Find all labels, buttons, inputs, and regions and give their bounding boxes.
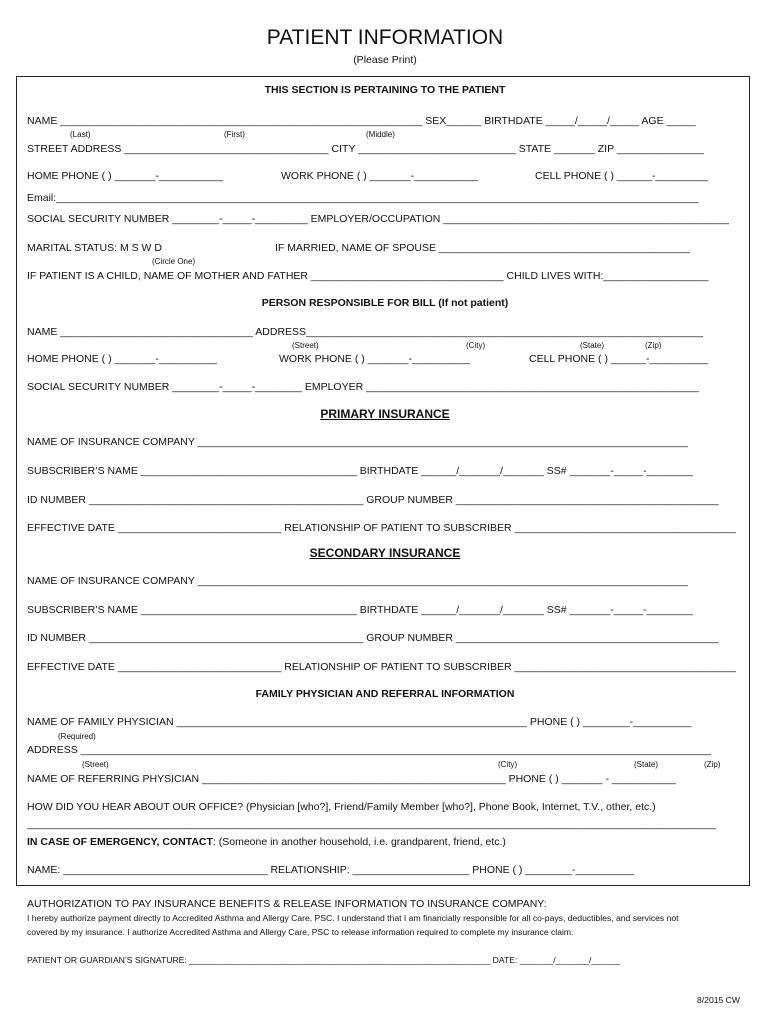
patient-home-phone-field[interactable]: HOME PHONE ( ) _______-___________	[27, 170, 224, 182]
hint-first: (First)	[224, 130, 245, 139]
secondary-subscriber-field[interactable]: SUBSCRIBER’S NAME _____________________________________ BIRTHDATE ______/_______/_______ SS# _______-_____-________	[27, 604, 694, 616]
primary-company-field[interactable]: NAME OF INSURANCE COMPANY ____________________________________________________________________________________	[27, 436, 689, 448]
referring-physician-field[interactable]: NAME OF REFERRING PHYSICIAN ____________________________________________________ PHONE ( ) _______ - ___________	[27, 773, 677, 785]
patient-street-field[interactable]: STREET ADDRESS ___________________________________ CITY ___________________________ STATE _______ ZIP _______________	[27, 143, 705, 155]
responsible-cell-phone-field[interactable]: CELL PHONE ( ) ______-__________	[529, 353, 708, 365]
hear-about-field[interactable]: ______________________________________________________________________________________________________________________	[27, 818, 717, 830]
responsible-home-phone-field[interactable]: HOME PHONE ( ) _______-__________	[27, 353, 218, 365]
primary-insurance-heading: PRIMARY INSURANCE	[320, 407, 450, 421]
responsible-section-heading: PERSON RESPONSIBLE FOR BILL (If not patient)	[261, 297, 509, 309]
emergency-rest: : (Someone in another household, i.e. grandparent, friend, etc.)	[212, 836, 506, 848]
primary-effective-field[interactable]: EFFECTIVE DATE ____________________________ RELATIONSHIP OF PATIENT TO SUBSCRIBER ______________________________________	[27, 522, 737, 534]
secondary-id-group-field[interactable]: ID NUMBER _______________________________________________ GROUP NUMBER _____________________________________________	[27, 632, 719, 644]
hint-street: (Street)	[292, 341, 319, 350]
hint-last: (Last)	[70, 130, 91, 139]
hint-city: (City)	[498, 760, 518, 769]
hint-zip: (Zip)	[645, 341, 662, 350]
secondary-company-field[interactable]: NAME OF INSURANCE COMPANY ____________________________________________________________________________________	[27, 575, 689, 587]
patient-email-field[interactable]: Email:______________________________________________________________________________________________________________	[27, 192, 699, 204]
responsible-ssn-employer-field[interactable]: SOCIAL SECURITY NUMBER ________-_____-________ EMPLOYER _________________________________________________________	[27, 381, 699, 393]
primary-subscriber-field[interactable]: SUBSCRIBER’S NAME _____________________________________ BIRTHDATE ______/_______/_______ SS# _______-_____-________	[27, 465, 694, 477]
authorization-text-1: I hereby authorize payment directly to Accredited Asthma and Allergy Care, PSC. I understand that I am financially responsible for all co-pays, deductibles, and services not	[27, 913, 679, 923]
hint-state: (State)	[634, 760, 659, 769]
spouse-name-field[interactable]: IF MARRIED, NAME OF SPOUSE ___________________________________________	[275, 242, 691, 254]
signature-date-field[interactable]: PATIENT OR GUARDIAN’S SIGNATURE: _______________________________________________________________ DATE: _______/_______/______	[27, 955, 621, 965]
physician-address-field[interactable]: ADDRESS ____________________________________________________________________________________________________________	[27, 744, 712, 756]
form-version-code: 8/2015 CW	[697, 995, 740, 1005]
page-title: PATIENT INFORMATION	[266, 26, 504, 49]
hint-state: (State)	[580, 341, 605, 350]
hear-about-label: HOW DID YOU HEAR ABOUT OUR OFFICE? (Physician [who?], Friend/Family Member [who?], Phone Book, Internet, T.V., other, etc.)	[27, 801, 656, 813]
patient-section-heading: THIS SECTION IS PERTAINING TO THE PATIENT	[264, 84, 506, 96]
circle-one-hint: (Circle One)	[152, 257, 196, 266]
child-parents-field[interactable]: IF PATIENT IS A CHILD, NAME OF MOTHER AND FATHER _________________________________ CHILD LIVES WITH:__________________	[27, 270, 709, 282]
responsible-work-phone-field[interactable]: WORK PHONE ( ) _______-__________	[279, 353, 471, 365]
authorization-text-2: covered by my insurance. I authorize Accredited Asthma and Allergy Care, PSC to release information required to complete my insurance claim.	[27, 927, 574, 937]
emergency-bold: IN CASE OF EMERGENCY, CONTACT	[27, 836, 213, 848]
patient-cell-phone-field[interactable]: CELL PHONE ( ) ______-_________	[535, 170, 708, 182]
page-subtitle: (Please Print)	[353, 54, 417, 66]
marital-status-field[interactable]: MARITAL STATUS: M S W D	[27, 242, 162, 254]
patient-ssn-employer-field[interactable]: SOCIAL SECURITY NUMBER ________-_____-_________ EMPLOYER/OCCUPATION _________________________________________________	[27, 213, 730, 225]
responsible-name-address-field[interactable]: NAME _________________________________ ADDRESS____________________________________________________________________	[27, 326, 704, 338]
authorization-heading: AUTHORIZATION TO PAY INSURANCE BENEFITS & RELEASE INFORMATION TO INSURANCE COMPANY:	[27, 898, 547, 910]
emergency-contact-label	[27, 836, 506, 848]
family-physician-field[interactable]: NAME OF FAMILY PHYSICIAN ____________________________________________________________ PHONE ( ) ________-__________	[27, 716, 692, 728]
physician-section-heading: FAMILY PHYSICIAN AND REFERRAL INFORMATION	[255, 688, 515, 700]
patient-name-field[interactable]: NAME ______________________________________________________________ SEX______ BIRTHDATE _____/_____/_____ AGE _____	[27, 115, 696, 127]
hint-city: (City)	[466, 341, 486, 350]
required-hint: (Required)	[58, 732, 96, 741]
emergency-name-field[interactable]: NAME: ___________________________________ RELATIONSHIP: ____________________ PHONE ( ) ________-__________	[27, 864, 634, 876]
secondary-insurance-heading: SECONDARY INSURANCE	[309, 546, 461, 560]
hint-zip: (Zip)	[704, 760, 721, 769]
secondary-effective-field[interactable]: EFFECTIVE DATE ____________________________ RELATIONSHIP OF PATIENT TO SUBSCRIBER ______________________________________	[27, 661, 737, 673]
hint-street: (Street)	[82, 760, 109, 769]
hint-middle: (Middle)	[366, 130, 395, 139]
patient-work-phone-field[interactable]: WORK PHONE ( ) _______-___________	[281, 170, 479, 182]
primary-id-group-field[interactable]: ID NUMBER _______________________________________________ GROUP NUMBER _____________________________________________	[27, 494, 719, 506]
